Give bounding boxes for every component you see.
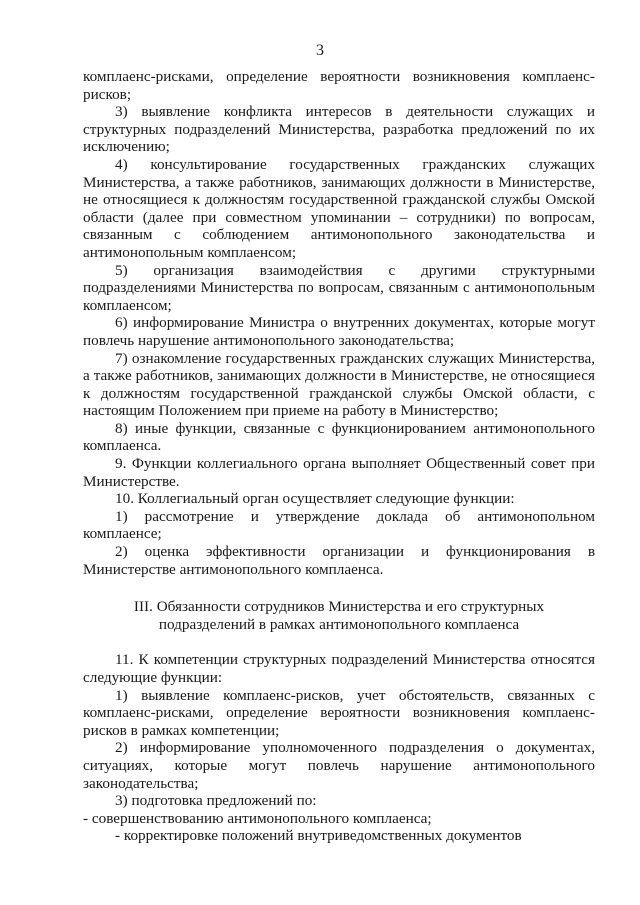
paragraph: 4) консультирование государственных гражданских служащих Министерства, а также работников, занимающих должности в Министерстве, не относящиеся к должностям государственной гражданской службы Омской области (далее при совместном упоминании – сотрудники) по вопросам, связанным с соблюдением антимонопольного законодательства и антимонопольным комплаенсом;: [83, 155, 595, 261]
paragraph: 1) рассмотрение и утверждение доклада об антимонопольном комплаенсе;: [83, 507, 595, 543]
paragraph: 10. Коллегиальный орган осуществляет следующие функции:: [115, 490, 515, 508]
paragraph: 3) подготовка предложений по:: [115, 792, 317, 810]
section-iii-body: [83, 651, 595, 845]
paragraph: 3) выявление конфликта интересов в деятельности служащих и структурных подразделений Министерства, разработка предложений по их исключению;: [83, 103, 595, 156]
paragraph: - совершенствованию антимонопольного комплаенса;: [83, 809, 432, 827]
paragraph: - корректировке положений внутриведомственных документов: [115, 827, 522, 845]
paragraph: 8) иные функции, связанные с функционированием антимонопольного комплаенса.: [83, 419, 595, 455]
paragraph: 7) ознакомление государственных гражданских служащих Министерства, а также работников, занимающих должности в Министерстве, не относящиеся к должностям государственной гражданской службы Омской области, с настоящим Положением при приеме на работу в Министерство;: [83, 349, 595, 420]
paragraph: 5) организация взаимодействия с другими структурными подразделениями Министерства по вопросам, связанным с антимонопольным комплаенсом;: [83, 261, 595, 314]
section-ii-continued: [83, 68, 595, 578]
paragraph: 9. Функции коллегиального органа выполняет Общественный совет при Министерстве.: [83, 455, 595, 490]
paragraph: комплаенс-рисками, определение вероятности возникновения комплаенс-рисков;: [83, 68, 595, 103]
document-body: [83, 68, 595, 845]
page-number: 3: [316, 42, 324, 59]
section-heading: [83, 598, 595, 633]
section-heading-line-2: подразделений в рамках антимонопольного комплаенса: [158, 615, 520, 633]
paragraph: 2) информирование уполномоченного подразделения о документах, ситуациях, которые могут повлечь нарушение антимонопольного законодательства;: [83, 739, 595, 792]
paragraph: 6) информирование Министра о внутренних документах, которые могут повлечь нарушение антимонопольного законодательства;: [83, 314, 595, 349]
paragraph: 2) оценка эффективности организации и функционирования в Министерстве антимонопольного комплаенса.: [83, 543, 595, 578]
paragraph: 11. К компетенции структурных подразделений Министерства относятся следующие функции:: [83, 651, 595, 686]
section-heading-line-1: III. Обязанности сотрудников Министерства и его структурных: [133, 598, 545, 616]
paragraph: 1) выявление комплаенс-рисков, учет обстоятельств, связанных с комплаенс-рисками, определение вероятности возникновения комплаенс-рисков в рамках компетенции;: [83, 686, 595, 739]
